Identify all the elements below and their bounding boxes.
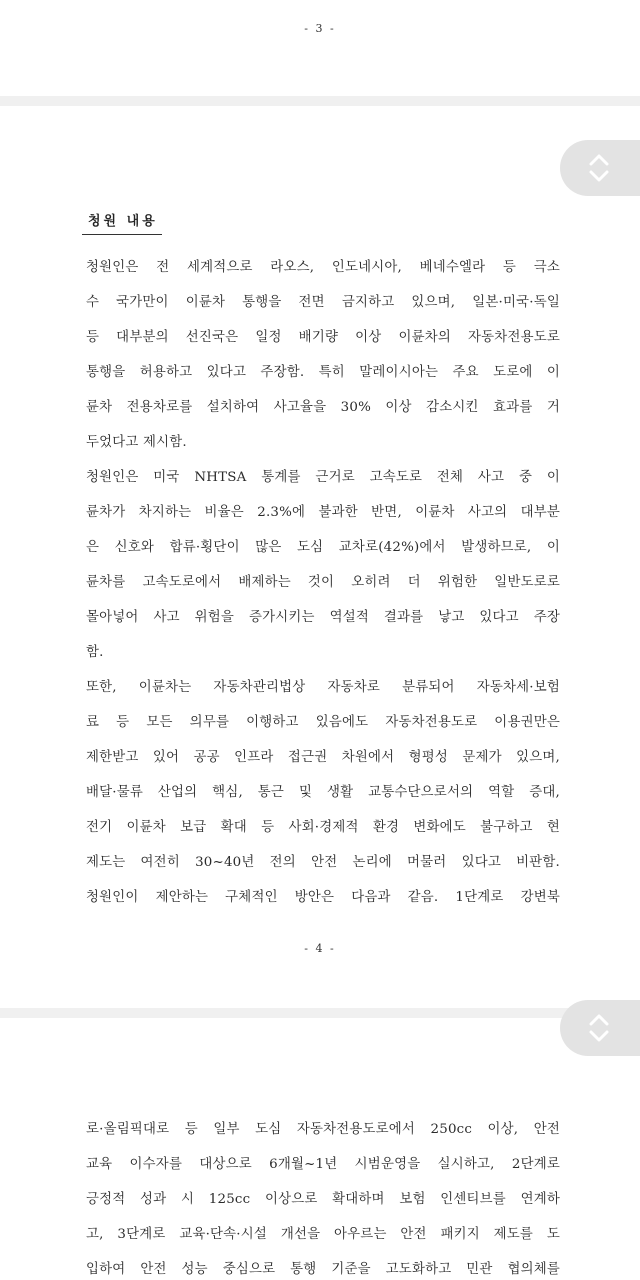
text-line: 제도는 여전히 30~40년 전의 안전 논리에 머물러 있다고 비판함. [86,855,560,870]
text-line: 또한, 이륜차는 자동차관리법상 자동차로 분류되어 자동차세·보험 [86,680,560,695]
page-number: - 4 - [304,942,336,955]
text-line: 두었다고 제시함. [86,435,187,450]
text-line: 로·올림픽대로 등 일부 도심 자동차전용도로에서 250cc 이상, 안전 [86,1122,560,1137]
text-line: 몰아넣어 사고 위험을 증가시키는 역설적 결과를 낳고 있다고 주장 [86,610,560,625]
text-line: 제한받고 있어 공공 인프라 접근권 차원에서 형평성 문제가 있으며, [86,750,560,765]
chevron-up-down-icon [586,150,612,186]
text-line: 통행을 허용하고 있다고 주장함. 특히 말레이시아는 주요 도로에 이 [86,365,560,380]
page-scroll-handle[interactable] [560,1000,640,1056]
document-page-5 [0,1018,640,1280]
text-line: 수 국가만이 이륜차 통행을 전면 금지하고 있으며, 일본·미국·독일 [86,295,560,310]
section-heading: 청원 내용 [88,214,158,229]
text-line: 고, 3단계로 교육·단속·시설 개선을 아우르는 안전 패키지 제도를 도 [86,1227,560,1242]
text-line: 교육 이수자를 대상으로 6개월~1년 시범운영을 실시하고, 2단계로 [86,1157,560,1172]
text-line: 함. [86,645,104,660]
text-line: 은 신호와 합류·횡단이 많은 도심 교차로(42%)에서 발생하므로, 이 [86,540,560,555]
page-number: - 3 - [304,22,336,35]
text-line: 청원인이 제안하는 구체적인 방안은 다음과 같음. 1단계로 강변북 [86,890,560,905]
text-line: 청원인은 미국 NHTSA 통계를 근거로 고속도로 전체 사고 중 이 [86,470,560,485]
text-line: 입하여 안전 성능 중심으로 통행 기준을 고도화하고 민관 협의체를 [86,1262,560,1277]
document-page-4 [0,106,640,1008]
document-page-3 [0,0,640,96]
chevron-up-down-icon [586,1010,612,1046]
text-line: 청원인은 전 세계적으로 라오스, 인도네시아, 베네수엘라 등 극소 [86,260,560,275]
text-line: 료 등 모든 의무를 이행하고 있음에도 자동차전용도로 이용권만은 [86,715,560,730]
text-line: 전기 이륜차 보급 확대 등 사회·경제적 환경 변화에도 불구하고 현 [86,820,560,835]
text-line: 배달·물류 산업의 핵심, 통근 및 생활 교통수단으로서의 역할 증대, [86,785,560,800]
page-scroll-handle[interactable] [560,140,640,196]
text-line: 륜차가 차지하는 비율은 2.3%에 불과한 반면, 이륜차 사고의 대부분 [86,505,560,520]
text-line: 긍정적 성과 시 125cc 이상으로 확대하며 보험 인센티브를 연계하 [86,1192,560,1207]
text-line: 륜차를 고속도로에서 배제하는 것이 오히려 더 위험한 일반도로로 [86,575,560,590]
heading-underline [82,234,162,235]
text-line: 륜차 전용차로를 설치하여 사고율을 30% 이상 감소시킨 효과를 거 [86,400,560,415]
text-line: 등 대부분의 선진국은 일정 배기량 이상 이륜차의 자동차전용도로 [86,330,560,345]
